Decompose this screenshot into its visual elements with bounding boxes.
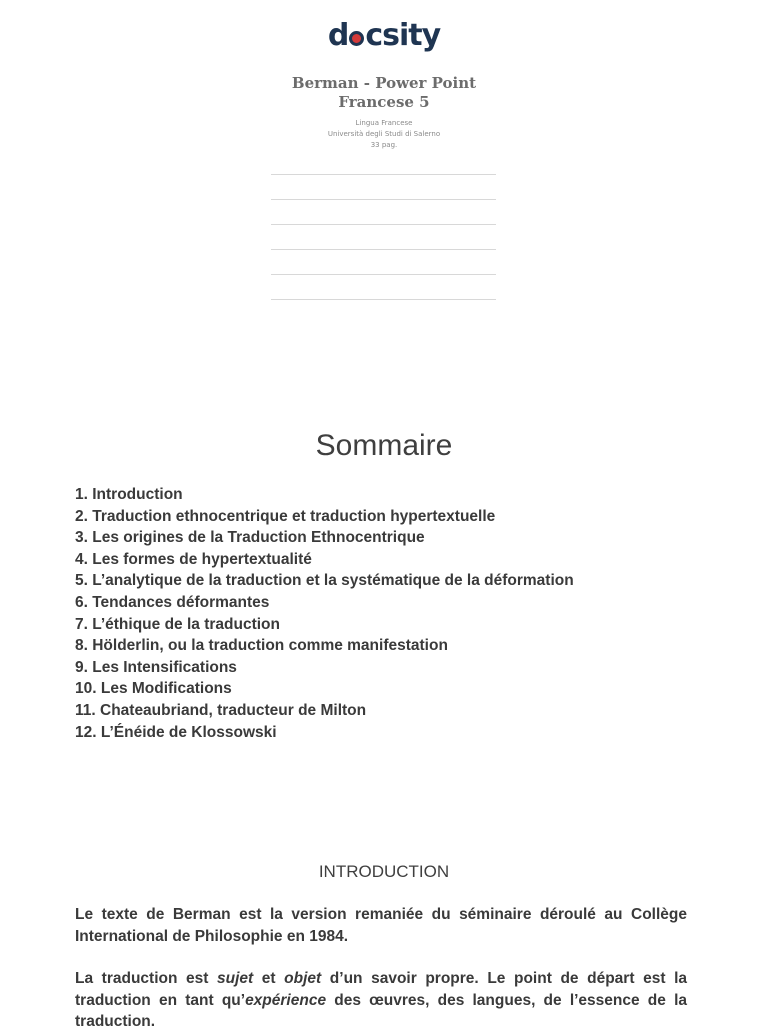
- divider-line: [271, 299, 496, 300]
- document-title: [0, 74, 768, 112]
- paragraph-text: des œuvres, des langues, de l’essence de la traduction.: [75, 991, 688, 1031]
- toc-item: 2. Traduction ethnocentrique et traduction hypertextuelle: [75, 507, 496, 525]
- toc-item: 6. Tendances déformantes: [75, 593, 270, 611]
- emphasis-text: expérience: [245, 991, 327, 1009]
- logo-text-start: d: [327, 18, 349, 53]
- document-title-line2: Francese 5: [338, 93, 430, 111]
- toc-item: 9. Les Intensifications: [75, 658, 237, 676]
- table-of-contents: [75, 484, 695, 743]
- document-title-line1: Berman - Power Point: [291, 74, 477, 92]
- divider-line: [271, 274, 496, 275]
- document-pages: 33 pag.: [370, 141, 398, 149]
- emphasis-text: sujet: [217, 970, 254, 987]
- toc-item: 1. Introduction: [75, 486, 183, 503]
- logo-o-icon: [349, 31, 364, 46]
- introduction-paragraph-2: [75, 968, 687, 1033]
- document-university: Università degli Studi di Salerno: [327, 130, 441, 138]
- introduction-heading: INTRODUCTION: [318, 862, 450, 881]
- docsity-logo[interactable]: [0, 18, 768, 54]
- divider-line: [271, 174, 496, 175]
- toc-item: 8. Hölderlin, ou la traduction comme manifestation: [75, 637, 448, 655]
- divider-line: [271, 249, 496, 250]
- toc-item: 3. Les origines de la Traduction Ethnocentrique: [75, 529, 425, 547]
- logo-text-end: csity: [365, 18, 441, 53]
- paragraph-text: et: [253, 970, 285, 987]
- toc-item: 11. Chateaubriand, traducteur de Milton: [75, 701, 367, 719]
- toc-item: 7. L’éthique de la traduction: [75, 615, 280, 633]
- document-subject: Lingua Francese: [355, 119, 413, 127]
- emphasis-text: objet: [284, 970, 322, 987]
- toc-item: 5. L’analytique de la traduction et la systématique de la déformation: [75, 572, 574, 590]
- document-meta: [0, 118, 768, 151]
- sommaire-heading: Sommaire: [315, 429, 453, 462]
- toc-item: 10. Les Modifications: [75, 680, 232, 698]
- divider-line: [271, 224, 496, 225]
- paragraph-text: La traduction est: [75, 970, 218, 987]
- divider-line: [271, 199, 496, 200]
- placeholder-lines: [271, 174, 496, 324]
- paragraph-text: d’un savoir propre. Le point de départ est la traduction en tant qu’: [75, 970, 687, 1009]
- toc-item: 12. L’Énéide de Klossowski: [75, 723, 277, 741]
- toc-item: 4. Les formes de hypertextualité: [75, 550, 312, 568]
- introduction-paragraph-1: Le texte de Berman est la version remaniée du séminaire déroulé au Collège International de Philosophie en 1984.: [75, 906, 687, 945]
